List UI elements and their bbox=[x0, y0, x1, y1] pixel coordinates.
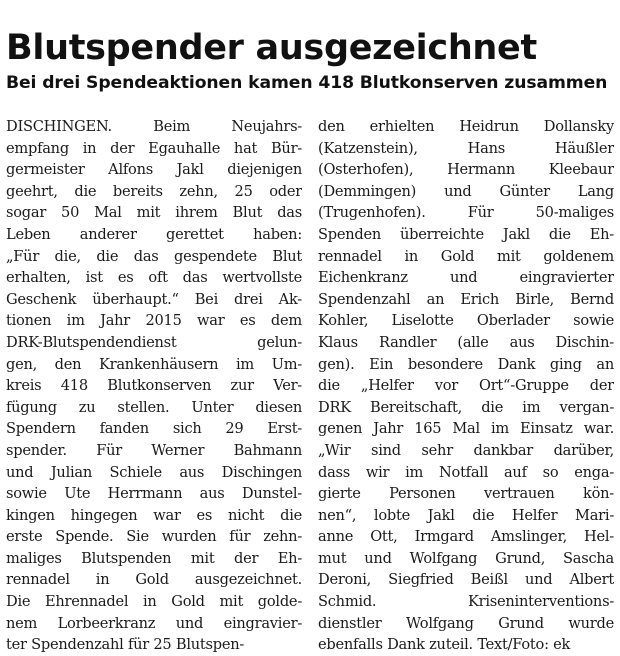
article-text-line: gierte Personen vertrauen kön- bbox=[318, 485, 614, 503]
article-text-line: sogar 50 Mal mit ihrem Blut das bbox=[6, 204, 302, 222]
article-text-line: (Demmingen) und Günter Lang bbox=[318, 182, 614, 200]
article-text-line: Die Ehrennadel in Gold mit golde- bbox=[6, 593, 302, 611]
article-text-line: die „Helfer vor Ort“-Gruppe der bbox=[318, 377, 614, 395]
article-text-line: Spendern fanden sich 29 Erst- bbox=[6, 420, 302, 438]
article-text-line: ebenfalls Dank zuteil. Text/Foto: ek bbox=[318, 636, 571, 654]
article-text-line: DRK-Blutspendendienst gelun- bbox=[6, 333, 302, 351]
article-text-line: Eichenkranz und eingravierter bbox=[318, 269, 614, 287]
article-text-line: empfang in der Egauhalle hat Bür- bbox=[6, 139, 302, 157]
article-text-line: Schmid. Kriseninterventions- bbox=[318, 593, 614, 611]
article-text-line: germeister Alfons Jakl diejenigen bbox=[6, 161, 302, 179]
article-text-line: Klaus Randler (alle aus Dischin- bbox=[318, 333, 614, 351]
article-text-line: nem Lorbeerkranz und eingravier- bbox=[6, 614, 302, 632]
article-text-line: „Wir sind sehr dankbar darüber, bbox=[318, 441, 614, 459]
article-text-line: spender. Für Werner Bahmann bbox=[6, 441, 302, 459]
article-text-line: (Katzenstein), Hans Häußler bbox=[318, 139, 614, 157]
article-text-line: kingen hingegen war es nicht die bbox=[6, 506, 302, 524]
article-text-line: sowie Ute Herrmann aus Dunstel- bbox=[6, 485, 302, 503]
article-text-line: und Julian Schiele aus Dischingen bbox=[6, 463, 302, 481]
article-text-line: „Für die, die das gespendete Blut bbox=[6, 247, 302, 265]
article-text-line: ter Spendenzahl für 25 Blutspen- bbox=[6, 636, 245, 654]
article-text-line: erhalten, ist es oft das wertvollste bbox=[6, 269, 302, 287]
article-headline: Blutspender ausgezeichnet bbox=[6, 28, 537, 68]
article-header bbox=[6, 28, 610, 94]
article-text-line: dienstler Wolfgang Grund wurde bbox=[318, 614, 614, 632]
article-text-line: Leben anderer gerettet haben: bbox=[6, 225, 302, 243]
article-text-line: Kohler, Liselotte Oberlader sowie bbox=[318, 312, 614, 330]
article-text-line: dass wir im Notfall auf so enga- bbox=[318, 463, 614, 481]
article-text-line: gen). Ein besondere Dank ging an bbox=[318, 355, 614, 373]
article-text-line: DISCHINGEN. Beim Neujahrs- bbox=[6, 118, 302, 135]
article-text-line: den erhielten Heidrun Dollansky bbox=[318, 118, 614, 135]
article-text-line: tionen im Jahr 2015 war es dem bbox=[6, 312, 302, 330]
article-text-line: erste Spende. Sie wurden für zehn- bbox=[6, 528, 302, 546]
article-text-line: genen Jahr 165 Mal im Einsatz war. bbox=[318, 420, 614, 438]
article-text-line: fügung zu stellen. Unter diesen bbox=[6, 398, 302, 416]
article-text-line: maliges Blutspenden mit der Eh- bbox=[6, 549, 302, 567]
article-text-line: mut und Wolfgang Grund, Sascha bbox=[318, 549, 614, 567]
article-body bbox=[6, 116, 614, 656]
article-text-line: (Osterhofen), Hermann Kleebaur bbox=[318, 161, 614, 179]
article-text-line: Spenden überreichte Jakl die Eh- bbox=[318, 225, 614, 243]
article-text-line: geehrt, die bereits zehn, 25 oder bbox=[6, 182, 302, 200]
article-text-line: anne Ott, Irmgard Amslinger, Hel- bbox=[318, 528, 614, 546]
article-text-line: DRK Bereitschaft, die im vergan- bbox=[318, 398, 614, 416]
article-text-line: Deroni, Siegfried Beißl und Albert bbox=[318, 571, 614, 589]
article-text-line: Spendenzahl an Erich Birle, Bernd bbox=[318, 290, 614, 308]
article-text-line: rennadel in Gold ausgezeichnet. bbox=[6, 571, 302, 589]
article-text-line: kreis 418 Blutkonserven zur Ver- bbox=[6, 377, 302, 395]
article-text-line: gen, den Krankenhäusern im Um- bbox=[6, 355, 302, 373]
article-text-line: (Trugenhofen). Für 50-maliges bbox=[318, 204, 614, 222]
article-text-line: nen“, lobte Jakl die Helfer Mari- bbox=[318, 506, 614, 524]
article-column-left bbox=[6, 116, 302, 656]
article-column-right bbox=[318, 116, 614, 656]
article-text-line: Geschenk überhaupt.“ Bei drei Ak- bbox=[6, 290, 302, 308]
article-text-line: rennadel in Gold mit goldenem bbox=[318, 247, 614, 265]
article-subheadline: Bei drei Spendeaktionen kamen 418 Blutkonserven zusammen bbox=[6, 73, 608, 93]
